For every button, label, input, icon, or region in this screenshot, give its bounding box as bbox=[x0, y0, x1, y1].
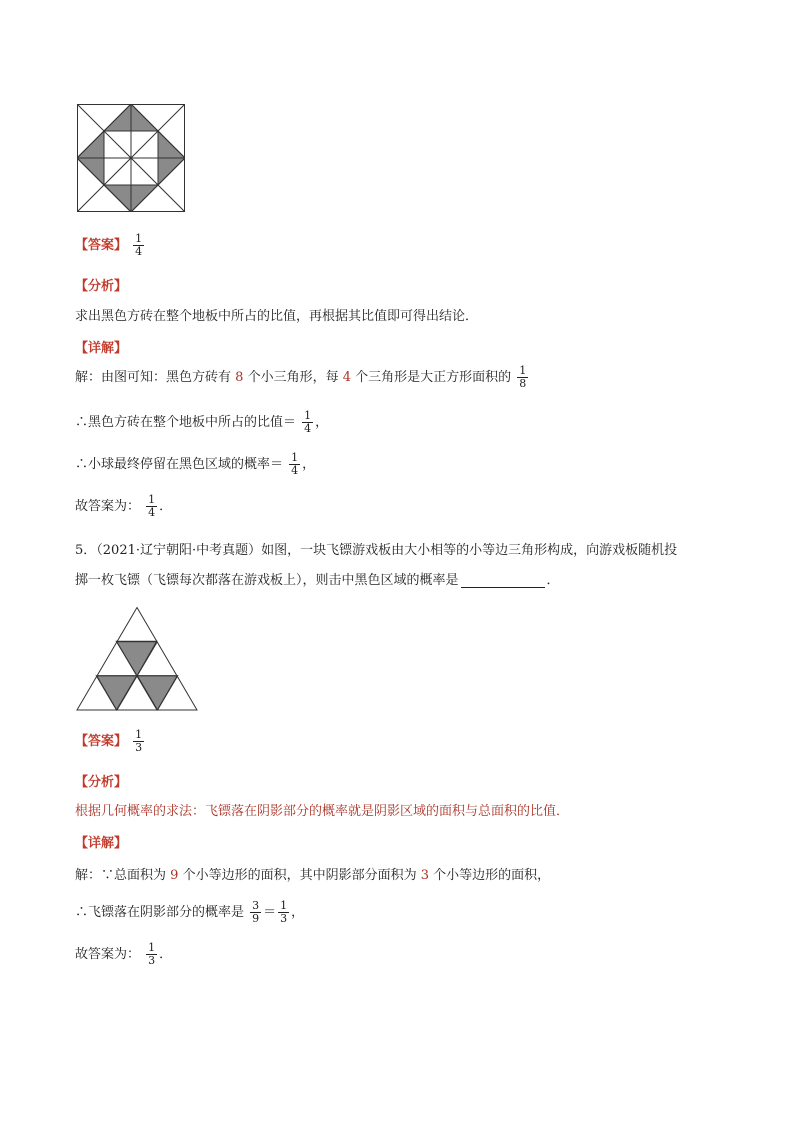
detail-line-2: ∴飞镖落在阴影部分的概率是 $\frac{3}{9}$ ＝ $\frac{1}{3}$ ， bbox=[75, 899, 305, 925]
fraction: $\frac{3}{9}$ bbox=[252, 899, 260, 925]
detail-tag: 【详解】 bbox=[75, 341, 128, 356]
answer-blank bbox=[461, 575, 545, 588]
fraction: $\frac{1}{3}$ bbox=[280, 899, 288, 925]
answer-line-5 bbox=[75, 729, 146, 754]
shaded-triangle bbox=[116, 641, 156, 675]
fraction: $\frac{1}{3}$ bbox=[148, 941, 156, 967]
detail-line-4: 故答案为： $\frac{1}{4}$ ． bbox=[75, 493, 173, 519]
detail-line-1: 解：由图可知：黑色方砖有 8 个小三角形，每 4 个三角形是大正方形面积的 $\frac{1}{8}$ bbox=[75, 364, 527, 390]
answer-tag: 【答案】 bbox=[75, 734, 128, 749]
triangle-dartboard-figure bbox=[76, 607, 198, 711]
detail-tag: 【详解】 bbox=[75, 836, 128, 851]
shaded-triangle bbox=[137, 676, 177, 710]
detail-line-3: 故答案为： $\frac{1}{3}$ ． bbox=[75, 941, 173, 967]
shaded-triangle bbox=[96, 676, 136, 710]
question-5-line-1: 5．（2021·辽宁朝阳·中考真题）如图，一块飞镖游戏板由大小相等的小等边三角形构成，向游戏板随机投 bbox=[75, 543, 678, 558]
answer-tag: 【答案】 bbox=[75, 238, 128, 253]
analysis-text: 求出黑色方砖在整个地板中所占的比值，再根据其比值即可得出结论． bbox=[75, 309, 479, 324]
answer-line-1 bbox=[75, 233, 146, 258]
fraction: $\frac{1}{4}$ bbox=[291, 451, 299, 477]
answer-fraction: $\frac{1}{4}$ bbox=[135, 232, 143, 258]
detail-line-3: ∴小球最终停留在黑色区域的概率＝ $\frac{1}{4}$ ， bbox=[75, 451, 316, 477]
fraction: $\frac{1}{4}$ bbox=[148, 493, 156, 519]
answer-fraction: $\frac{1}{3}$ bbox=[135, 728, 143, 754]
question-5-line-2: 掷一枚飞镖（飞镖每次都落在游戏板上），则击中黑色区域的概率是 ． bbox=[75, 573, 560, 588]
analysis-tag: 【分析】 bbox=[75, 775, 128, 790]
detail-line-1: 解：∵总面积为 9 个小等边形的面积，其中阴影部分面积为 3 个小等边形的面积， bbox=[75, 868, 551, 883]
analysis-text: 根据几何概率的求法：飞镖落在阴影部分的概率就是阴影区域的面积与总面积的比值． bbox=[75, 804, 570, 819]
square-floor-figure bbox=[77, 104, 185, 212]
fraction: $\frac{1}{4}$ bbox=[304, 409, 312, 435]
detail-line-2: ∴黑色方砖在整个地板中所占的比值＝ $\frac{1}{4}$ ， bbox=[75, 409, 329, 435]
fraction: $\frac{1}{8}$ bbox=[519, 364, 527, 390]
analysis-tag: 【分析】 bbox=[75, 279, 128, 294]
